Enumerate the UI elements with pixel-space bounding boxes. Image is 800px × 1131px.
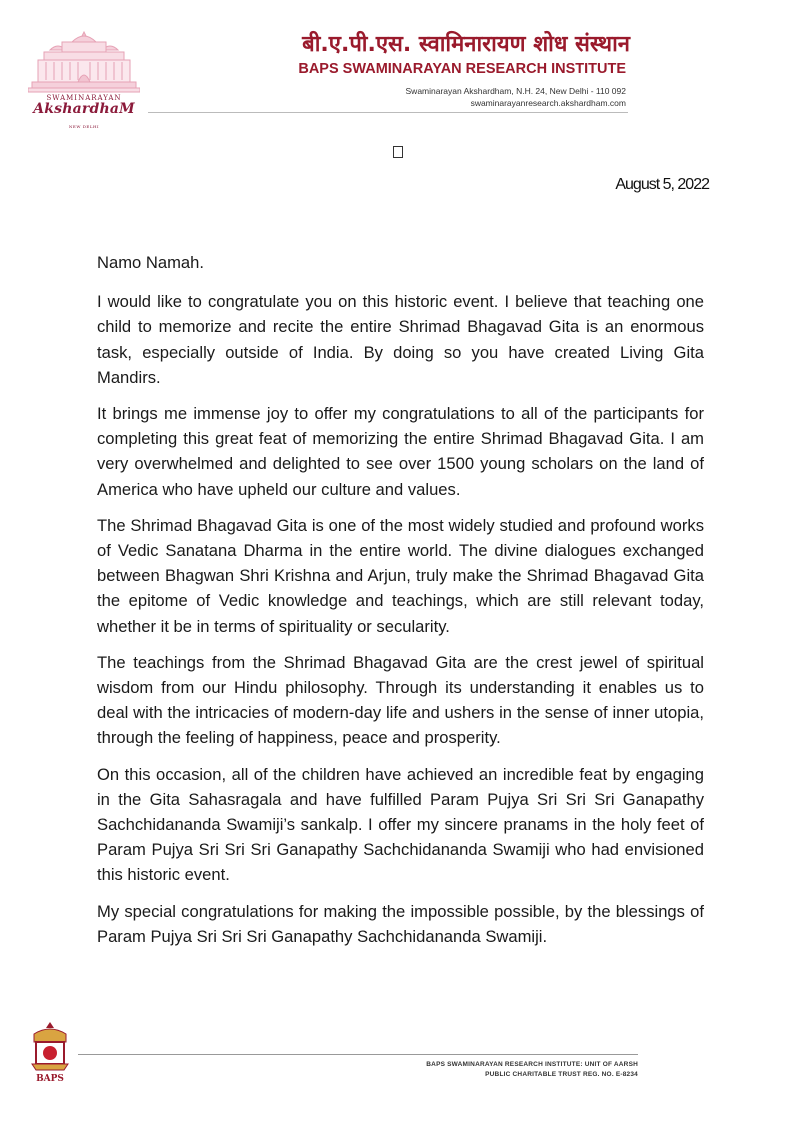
akshardham-logo (28, 28, 140, 129)
footer-line-2: PUBLIC CHARITABLE TRUST REG. NO. E-8234 (485, 1071, 638, 1078)
paragraph-6: My special congratulations for making the impossible possible, by the blessings of Param Pujya Sri Sri Sri Ganapathy Sachchidananda Swamiji. (97, 901, 704, 946)
institute-title-hindi: बी.ए.पी.एस. स्वामिनारायण शोध संस्थान (302, 32, 630, 57)
akshardham-temple-icon (28, 28, 140, 94)
institute-address: Swaminarayan Akshardham, N.H. 24, New Delhi - 110 092 (405, 86, 626, 96)
logo-brand-text: AkshardhaM (33, 101, 135, 117)
footer-divider (78, 1054, 638, 1055)
institute-website: swaminarayanresearch.akshardham.com (470, 98, 626, 108)
baps-logo-label: BAPS (36, 1074, 64, 1084)
paragraph-1: I would like to congratulate you on this historic event. I believe that teaching one child to memorize and recite the entire Shrimad Bhagavad Gita is an enormous task, especially outside of India. By doing so you have created Living Gita Mandirs. (97, 292, 704, 387)
logo-small-text: SWAMINARAYAN (46, 94, 122, 102)
header-divider (148, 112, 628, 113)
baps-footer-logo (26, 1020, 74, 1084)
paragraph-2: It brings me immense joy to offer my congratulations to all of the participants for completing this great feat of memorizing the entire Shrimad Bhagavad Gita. I am very overwhelmed and delighted to see over 1500 young scholars on the land of America who have upheld our culture and values. (97, 404, 704, 499)
letter-date: August 5, 2022 (615, 176, 709, 193)
institute-title-english: BAPS SWAMINARAYAN RESEARCH INSTITUTE (298, 61, 626, 77)
paragraph-4: The teachings from the Shrimad Bhagavad Gita are the crest jewel of spiritual wisdom from our Hindu philosophy. Through its understanding it enables us to deal with the intricacies of modern-day life and ushers in the sense of inner utopia, through the feeling of happiness, peace and prosperity. (97, 652, 704, 748)
missing-glyph-box (393, 146, 403, 158)
footer-registration (380, 1060, 638, 1080)
paragraph-5: On this occasion, all of the children have achieved an incredible feat by engaging in the Gita Sahasragala and have fulfilled Param Pujya Sri Sri Sri Ganapathy Sachchidananda Swamiji’s sankalp. I offer my sincere pranams in the holy feet of Param Pujya Sri Sri Sri Ganapathy Sachchidananda Swamiji who had envisioned this historic event. (97, 764, 704, 885)
logo-tiny-text: NEW DELHI (68, 124, 100, 129)
paragraph-3: The Shrimad Bhagavad Gita is one of the most widely studied and profound works of Vedic Sanatana Dharma in the entire world. The divine dialogues exchanged between Bhagwan Shri Krishna and Arjun, truly make the Shrimad Bhagavad Gita the epitome of Vedic knowledge and teachings, which are still relevant today, whether it be in terms of spirituality or secularity. (97, 515, 704, 636)
letter-body (97, 250, 704, 960)
footer-line-1: BAPS SWAMINARAYAN RESEARCH INSTITUTE: UNIT OF AARSH (426, 1061, 638, 1068)
baps-emblem-icon (26, 1020, 74, 1084)
salutation: Namo Namah. (97, 253, 204, 272)
